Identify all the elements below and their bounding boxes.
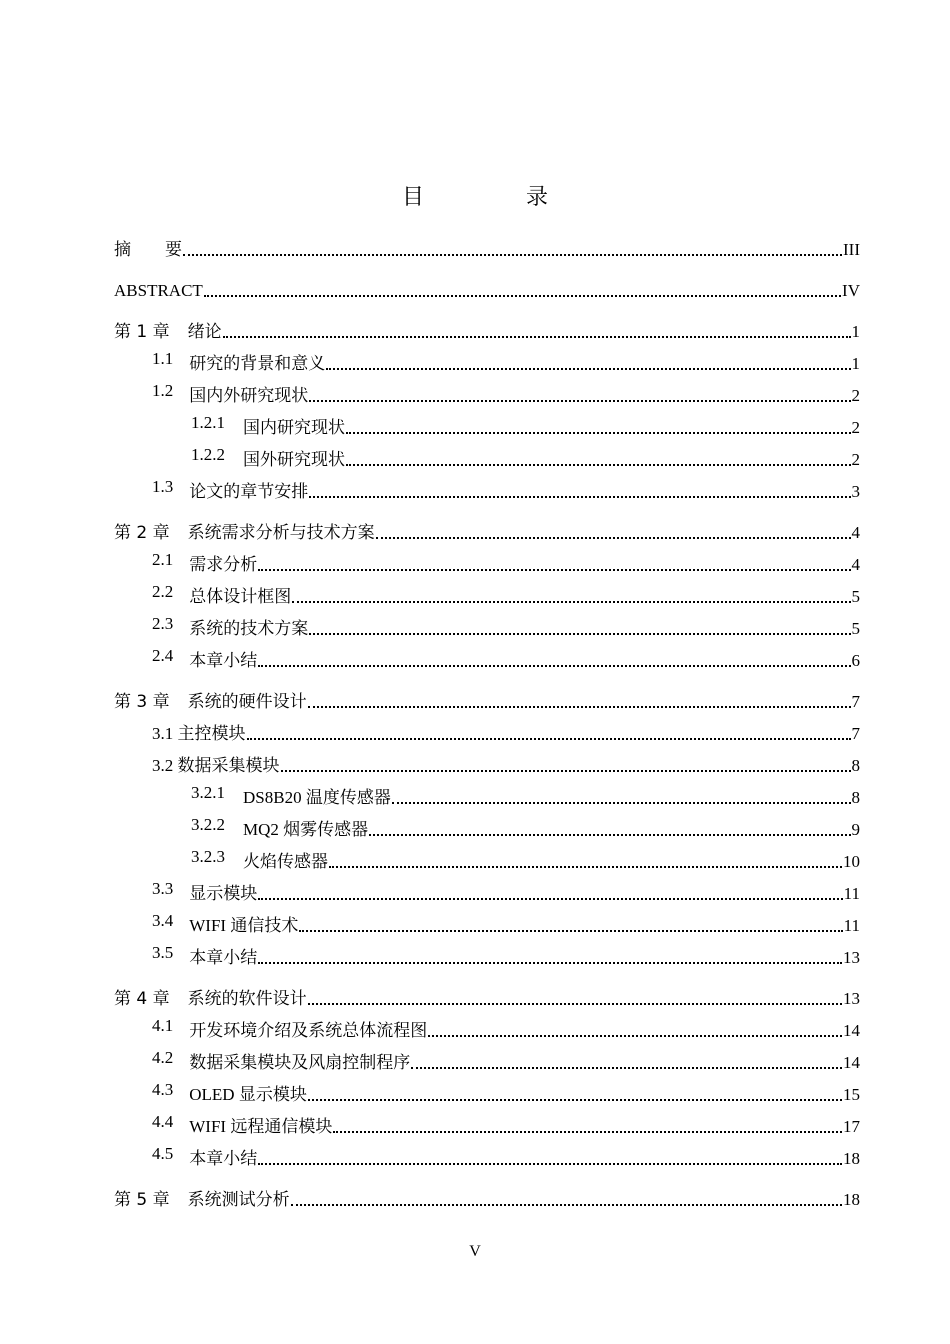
dot-leader (309, 496, 850, 498)
toc-entry-label (152, 1080, 307, 1105)
toc-entry-title: MQ2 烟雾传感器 (243, 820, 369, 839)
dot-leader (223, 336, 851, 338)
toc-entry-page: 18 (843, 1190, 860, 1209)
toc-entry[interactable] (114, 438, 860, 470)
toc-entry-title: 3.1 主控模块 (152, 724, 246, 743)
toc-entry-title: 研究的背景和意义 (189, 354, 326, 373)
dot-leader (333, 1131, 842, 1133)
toc-entry-number: 3.2.3 (191, 847, 225, 866)
toc-entry[interactable] (114, 744, 860, 776)
toc-entry-label (152, 646, 257, 671)
toc-entry-number: 4.5 (152, 1144, 174, 1163)
toc-entry-page: 11 (843, 916, 860, 935)
toc-entry-title: 本章小结 (189, 651, 258, 670)
toc-entry-label (191, 413, 345, 438)
toc-entry[interactable] (114, 840, 860, 872)
dot-leader (346, 432, 851, 434)
dot-leader (247, 738, 851, 740)
toc-entry[interactable] (114, 968, 860, 1009)
toc-entry-number: 3.2.1 (191, 783, 225, 802)
toc-entry-title: 总体设计框图 (189, 587, 292, 606)
dot-leader (369, 834, 850, 836)
toc-entry[interactable] (114, 543, 860, 575)
toc-entry-page: III (843, 240, 860, 259)
dot-leader (376, 537, 851, 539)
toc-entry-label (152, 1144, 257, 1169)
page-number: V (469, 1243, 481, 1260)
toc-entry-page: 9 (851, 820, 860, 839)
toc-entry[interactable] (114, 808, 860, 840)
toc-entry-number: 4.3 (152, 1080, 174, 1099)
toc-entry-label (152, 719, 246, 744)
toc-entry-number: 1.1 (152, 349, 174, 368)
toc-entry-page: 8 (851, 788, 860, 807)
toc-entry[interactable] (114, 374, 860, 406)
toc-entry-label (191, 847, 328, 872)
toc-entry-page: 15 (843, 1085, 860, 1104)
toc-entry-number: 第 2 章 (114, 523, 170, 543)
dot-leader (258, 898, 842, 900)
toc-entry-title: 绪论 (187, 322, 222, 342)
toc-entry-label (152, 751, 280, 776)
toc-entry-label (114, 1185, 290, 1210)
toc-entry-title: 系统的软件设计 (187, 989, 307, 1009)
dot-leader (346, 464, 851, 466)
toc-entry-title: 系统的硬件设计 (187, 692, 307, 712)
toc-entry-label (152, 550, 257, 575)
dot-leader (329, 866, 842, 868)
toc-entry-label (191, 783, 391, 808)
toc-entry-title: 开发环境介绍及系统总体流程图 (189, 1021, 428, 1040)
dot-leader (392, 802, 851, 804)
toc-entry[interactable] (114, 342, 860, 374)
toc-entry-title: 需求分析 (189, 555, 258, 574)
dot-leader (258, 962, 842, 964)
toc-entry[interactable] (114, 301, 860, 342)
toc-entry[interactable] (114, 1073, 860, 1105)
toc-entry-number: 2.1 (152, 550, 174, 569)
dot-leader (258, 569, 850, 571)
toc-entry-label (114, 518, 375, 543)
dot-leader (299, 930, 842, 932)
toc-entry-title: 摘 要 (114, 240, 182, 260)
toc-entry-label (114, 984, 307, 1009)
toc-entry-label (152, 1048, 410, 1073)
dot-leader (281, 770, 851, 772)
toc-entry-number: 第 3 章 (114, 692, 170, 712)
toc-entry-page: 7 (851, 724, 860, 743)
toc-entry-number: 1.3 (152, 477, 174, 496)
toc-entry-page: 4 (851, 555, 860, 574)
toc-entry-title: 显示模块 (189, 884, 258, 903)
toc-entry-page: 1 (851, 322, 860, 341)
toc-entry-number: 4.1 (152, 1016, 174, 1035)
toc-entry-page: IV (842, 281, 860, 300)
toc-entry[interactable] (114, 936, 860, 968)
toc-entry-number: 2.2 (152, 582, 174, 601)
toc-entry[interactable] (114, 575, 860, 607)
toc-entry-number: 3.3 (152, 879, 174, 898)
toc-entry-label (114, 235, 182, 260)
toc-entry-page: 8 (851, 756, 860, 775)
toc-entry-title: 国外研究现状 (243, 450, 345, 469)
toc-entry-page: 13 (843, 948, 860, 967)
toc-entry-page: 7 (851, 692, 860, 711)
toc-entry[interactable] (114, 1105, 860, 1137)
toc-entry-number: 3.2.2 (191, 815, 225, 834)
dot-leader (183, 254, 842, 256)
page-title: 目 录 (401, 185, 588, 210)
toc-entry-number: 1.2.2 (191, 445, 225, 464)
toc-entry-page: 14 (843, 1053, 860, 1072)
toc-entry-page: 10 (843, 852, 860, 871)
table-of-contents (114, 240, 860, 1210)
toc-entry-page: 14 (843, 1021, 860, 1040)
dot-leader (291, 1204, 842, 1206)
toc-entry-label (152, 477, 308, 502)
toc-entry-number: 第 1 章 (114, 322, 170, 342)
toc-entry-page: 2 (851, 386, 860, 405)
toc-entry[interactable] (114, 406, 860, 438)
toc-entry-title: 系统测试分析 (187, 1190, 290, 1210)
toc-entry-title: 国内研究现状 (243, 418, 345, 437)
toc-entry-page: 13 (843, 989, 860, 1008)
toc-entry[interactable] (114, 904, 860, 936)
toc-entry-label (152, 943, 257, 968)
toc-entry-title: 数据采集模块及风扇控制程序 (189, 1053, 411, 1072)
toc-entry-title: 本章小结 (189, 1149, 258, 1168)
toc-entry-number: 1.2 (152, 381, 174, 400)
toc-entry-page: 5 (851, 587, 860, 606)
toc-entry[interactable] (114, 1137, 860, 1169)
toc-entry-number: 4.2 (152, 1048, 174, 1067)
toc-entry-page: 2 (851, 450, 860, 469)
toc-entry-number: 2.4 (152, 646, 174, 665)
toc-entry-title: 国内外研究现状 (189, 386, 309, 405)
dot-leader (308, 1099, 842, 1101)
toc-entry-number: 3.5 (152, 943, 174, 962)
dot-leader (258, 1163, 842, 1165)
toc-entry-number: 1.2.1 (191, 413, 225, 432)
dot-leader (308, 706, 851, 708)
toc-entry-page: 1 (851, 354, 860, 373)
toc-entry-label (152, 879, 257, 904)
toc-entry[interactable] (114, 671, 860, 712)
toc-entry-number: 3.4 (152, 911, 174, 930)
toc-entry-title: 本章小结 (189, 948, 258, 967)
toc-entry-title: 系统需求分析与技术方案 (187, 523, 375, 543)
toc-entry-page: 4 (851, 523, 860, 542)
toc-entry-label (152, 1112, 332, 1137)
toc-entry-page: 11 (843, 884, 860, 903)
dot-leader (309, 633, 850, 635)
toc-entry[interactable] (114, 502, 860, 543)
toc-entry-title: OLED 显示模块 (189, 1085, 307, 1104)
dot-leader (308, 1003, 842, 1005)
toc-entry[interactable] (114, 712, 860, 744)
toc-entry[interactable] (114, 872, 860, 904)
toc-entry-title: ABSTRACT (114, 281, 203, 300)
toc-entry-label (152, 614, 308, 639)
toc-entry-number: 4.4 (152, 1112, 174, 1131)
toc-entry[interactable] (114, 260, 860, 301)
toc-entry[interactable] (114, 1009, 860, 1041)
toc-entry[interactable] (114, 1041, 860, 1073)
dot-leader (326, 368, 850, 370)
toc-entry-page: 2 (851, 418, 860, 437)
toc-entry[interactable] (114, 639, 860, 671)
toc-entry-title: WIFI 通信技术 (189, 916, 299, 935)
toc-entry-number: 第 4 章 (114, 989, 170, 1009)
toc-entry-title: 系统的技术方案 (189, 619, 309, 638)
toc-entry-title: 3.2 数据采集模块 (152, 756, 280, 775)
toc-entry[interactable] (114, 470, 860, 502)
dot-leader (411, 1067, 842, 1069)
toc-entry-page: 5 (851, 619, 860, 638)
toc-entry-page: 3 (851, 482, 860, 501)
toc-entry-label (114, 281, 203, 301)
dot-leader (292, 601, 850, 603)
toc-entry-label (114, 687, 307, 712)
toc-entry-label (114, 317, 222, 342)
toc-entry-label (152, 349, 325, 374)
toc-entry-page: 6 (851, 651, 860, 670)
toc-entry-title: 火焰传感器 (243, 852, 328, 871)
toc-entry[interactable] (114, 776, 860, 808)
dot-leader (428, 1035, 842, 1037)
toc-entry-title: DS8B20 温度传感器 (243, 788, 391, 807)
toc-entry[interactable] (114, 607, 860, 639)
toc-entry[interactable] (114, 240, 860, 260)
toc-entry-label (191, 815, 368, 840)
dot-leader (258, 665, 850, 667)
toc-entry-page: 17 (843, 1117, 860, 1136)
toc-entry-number: 第 5 章 (114, 1190, 170, 1210)
toc-entry-label (152, 911, 298, 936)
toc-entry-label (191, 445, 345, 470)
toc-entry[interactable] (114, 1169, 860, 1210)
toc-entry-number: 2.3 (152, 614, 174, 633)
dot-leader (309, 400, 850, 402)
toc-entry-label (152, 582, 291, 607)
toc-entry-title: 论文的章节安排 (189, 482, 309, 501)
toc-entry-title: WIFI 远程通信模块 (189, 1117, 333, 1136)
dot-leader (204, 295, 841, 297)
toc-entry-page: 18 (843, 1149, 860, 1168)
toc-entry-label (152, 1016, 427, 1041)
toc-entry-label (152, 381, 308, 406)
